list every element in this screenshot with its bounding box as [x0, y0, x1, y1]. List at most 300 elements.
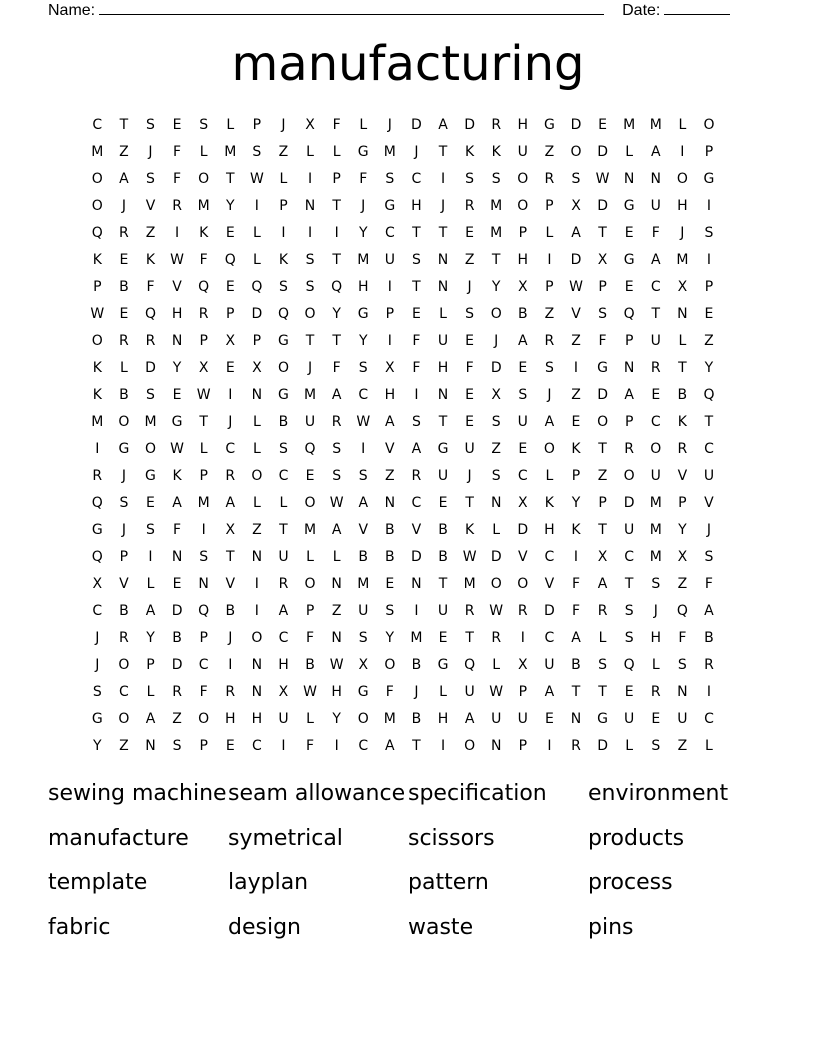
grid-letter: Z	[544, 306, 555, 322]
grid-letter: S	[544, 360, 554, 376]
grid-letter: L	[146, 576, 155, 592]
grid-letter: R	[677, 441, 688, 457]
grid-letter: A	[119, 171, 129, 187]
grid-letter: O	[198, 171, 210, 187]
grid-letter: F	[571, 603, 581, 619]
grid-letter: I	[175, 225, 180, 241]
grid-letter: P	[704, 279, 714, 295]
grid-letter: E	[465, 333, 475, 349]
grid-letter: Z	[331, 603, 342, 619]
grid-letter: O	[597, 414, 609, 430]
grid-letter: O	[517, 171, 529, 187]
grid-letter: R	[544, 333, 555, 349]
grid-letter: N	[331, 576, 342, 592]
grid-letter: F	[704, 576, 713, 592]
word-list-item: fabric	[48, 915, 111, 941]
grid-letter: L	[252, 495, 261, 511]
grid-letter: S	[332, 441, 342, 457]
grid-letter: N	[490, 495, 502, 511]
grid-letter: F	[412, 360, 421, 376]
grid-letter: U	[650, 468, 661, 484]
grid-letter: D	[544, 603, 555, 619]
grid-letter: E	[598, 117, 607, 133]
grid-letter: L	[279, 495, 288, 511]
grid-letter: Q	[224, 252, 236, 268]
grid-letter: R	[198, 306, 209, 322]
grid-letter: F	[199, 252, 208, 268]
grid-letter: U	[544, 657, 555, 673]
grid-letter: A	[438, 117, 448, 133]
grid-letter: M	[357, 252, 370, 268]
grid-letter: N	[490, 738, 502, 754]
grid-letter: C	[119, 684, 129, 700]
grid-letter: P	[545, 279, 554, 295]
grid-letter: C	[278, 630, 289, 646]
grid-letter: D	[490, 360, 502, 376]
grid-letter: R	[92, 468, 103, 484]
grid-letter: C	[411, 171, 422, 187]
grid-letter: T	[332, 333, 341, 349]
grid-letter: O	[650, 441, 662, 457]
grid-letter: C	[517, 468, 528, 484]
grid-letter: T	[412, 738, 421, 754]
grid-letter: R	[278, 576, 289, 592]
grid-letter: B	[704, 630, 714, 646]
grid-letter: R	[624, 441, 635, 457]
grid-letter: B	[172, 630, 182, 646]
grid-letter: A	[518, 333, 528, 349]
grid-letter: T	[305, 333, 315, 349]
grid-letter: J	[281, 117, 286, 133]
grid-letter: N	[623, 360, 635, 376]
grid-letter: S	[624, 630, 634, 646]
grid-letter: I	[148, 549, 153, 565]
grid-letter: B	[517, 306, 528, 322]
grid-letter: S	[279, 441, 288, 457]
grid-letter: U	[677, 711, 688, 727]
grid-letter: B	[278, 414, 289, 430]
grid-letter: C	[384, 225, 395, 241]
grid-letter: E	[624, 684, 634, 700]
word-list-item: products	[588, 825, 685, 851]
word-list-item: template	[48, 870, 148, 896]
grid-letter: U	[437, 603, 449, 619]
grid-letter: O	[118, 414, 130, 430]
grid-letter: Z	[677, 576, 688, 592]
grid-letter: X	[225, 333, 236, 349]
grid-letter: S	[199, 117, 209, 133]
grid-letter: P	[199, 333, 208, 349]
grid-letter: I	[281, 738, 286, 754]
grid-letter: G	[91, 711, 103, 727]
grid-letter: S	[571, 171, 581, 187]
grid-letter: L	[439, 306, 447, 322]
grid-letter: O	[277, 360, 289, 376]
grid-letter: G	[91, 522, 103, 538]
grid-letter: S	[491, 171, 501, 187]
grid-letter: D	[570, 117, 582, 133]
date-blank-line[interactable]	[664, 0, 730, 15]
grid-letter: O	[517, 576, 529, 592]
word-list-item: seam allowance	[228, 781, 406, 806]
grid-letter: L	[332, 144, 341, 160]
grid-letter: L	[598, 630, 607, 646]
grid-letter: J	[494, 333, 499, 349]
grid-letter: T	[438, 144, 448, 160]
grid-letter: Z	[119, 144, 129, 160]
grid-letter: I	[706, 198, 712, 214]
grid-letter: J	[414, 684, 419, 700]
grid-letter: W	[303, 684, 317, 700]
grid-letter: Q	[331, 279, 343, 295]
grid-letter: E	[624, 279, 634, 295]
grid-letter: I	[254, 576, 259, 592]
grid-letter: X	[677, 549, 688, 565]
grid-letter: D	[490, 549, 502, 565]
grid-letter: W	[249, 171, 264, 187]
grid-letter: H	[171, 306, 183, 322]
grid-letter: G	[437, 657, 449, 673]
grid-letter: B	[385, 549, 395, 565]
grid-letter: L	[306, 549, 314, 565]
grid-letter: R	[544, 171, 555, 187]
grid-letter: Q	[91, 495, 103, 511]
grid-letter: A	[624, 387, 634, 403]
grid-letter: L	[306, 144, 314, 160]
grid-letter: Q	[277, 306, 289, 322]
grid-letter: O	[676, 171, 688, 187]
grid-letter: N	[198, 576, 209, 592]
grid-letter: I	[547, 252, 552, 268]
grid-letter: Y	[491, 279, 501, 295]
grid-letter: G	[357, 144, 369, 160]
grid-letter: E	[385, 576, 395, 592]
grid-letter: V	[172, 279, 182, 295]
word-list-item: waste	[408, 915, 474, 941]
grid-letter: I	[334, 225, 339, 241]
grid-letter: O	[91, 171, 103, 187]
grid-letter: J	[121, 468, 126, 484]
grid-letter: O	[91, 333, 103, 349]
grid-letter: J	[680, 225, 685, 241]
grid-letter: G	[597, 711, 608, 727]
grid-letter: C	[251, 738, 262, 754]
grid-letter: L	[332, 549, 341, 565]
grid-letter: K	[677, 414, 687, 430]
grid-letter: C	[650, 279, 661, 295]
date-label: Date:	[622, 2, 661, 19]
grid-letter: A	[385, 414, 395, 430]
grid-letter: R	[597, 603, 608, 619]
grid-letter: E	[225, 360, 235, 376]
grid-letter: O	[384, 657, 396, 673]
grid-letter: S	[146, 522, 155, 538]
grid-letter: F	[465, 360, 474, 376]
grid-letter: T	[412, 279, 421, 295]
grid-letter: U	[624, 711, 635, 727]
grid-letter: W	[196, 387, 211, 403]
grid-letter: D	[597, 738, 608, 754]
grid-letter: P	[332, 171, 341, 187]
grid-letter: P	[385, 306, 395, 322]
grid-letter: O	[118, 657, 130, 673]
grid-letter: O	[543, 441, 555, 457]
grid-letter: S	[385, 603, 395, 619]
grid-letter: O	[517, 198, 529, 214]
grid-letter: Y	[385, 630, 395, 646]
grid-letter: E	[571, 414, 581, 430]
grid-letter: K	[278, 252, 289, 268]
grid-letter: W	[489, 684, 504, 700]
grid-letter: C	[704, 441, 714, 457]
grid-letter: P	[598, 279, 607, 295]
grid-letter: M	[224, 144, 237, 160]
grid-letter: E	[704, 306, 714, 322]
grid-letter: G	[597, 360, 608, 376]
grid-letter: E	[172, 576, 182, 592]
grid-letter: N	[437, 387, 449, 403]
grid-letter: A	[411, 441, 422, 457]
grid-letter: M	[410, 630, 423, 646]
grid-letter: P	[226, 306, 235, 322]
grid-letter: M	[490, 198, 503, 214]
grid-letter: I	[706, 252, 712, 268]
grid-letter: S	[146, 117, 155, 133]
grid-letter: A	[650, 252, 661, 268]
grid-letter: C	[358, 387, 369, 403]
grid-letter: B	[119, 279, 129, 295]
grid-letter: K	[172, 468, 182, 484]
grid-letter: Y	[704, 360, 714, 376]
grid-letter: E	[225, 738, 235, 754]
grid-letter: O	[623, 468, 635, 484]
grid-letter: P	[199, 468, 208, 484]
grid-letter: M	[463, 576, 476, 592]
grid-letter: U	[517, 144, 528, 160]
grid-letter: O	[490, 306, 502, 322]
grid-letter: V	[411, 522, 422, 538]
grid-letter: M	[357, 576, 370, 592]
grid-letter: B	[438, 549, 448, 565]
grid-letter: O	[91, 198, 103, 214]
grid-letter: M	[649, 117, 662, 133]
grid-letter: Y	[146, 630, 155, 646]
grid-letter: L	[625, 144, 634, 160]
grid-letter: M	[649, 549, 662, 565]
grid-letter: U	[703, 468, 715, 484]
grid-letter: I	[307, 225, 313, 241]
grid-letter: A	[571, 225, 581, 241]
grid-letter: V	[145, 198, 156, 214]
grid-letter: D	[597, 198, 608, 214]
grid-letter: Z	[145, 225, 156, 241]
name-blank-line[interactable]	[99, 0, 604, 15]
grid-letter: B	[438, 522, 448, 538]
grid-letter: M	[304, 387, 317, 403]
grid-letter: I	[228, 387, 233, 403]
grid-letter: D	[171, 603, 183, 619]
grid-letter: T	[199, 414, 208, 430]
grid-letter: Z	[571, 387, 581, 403]
grid-letter: B	[358, 549, 369, 565]
grid-letter: A	[544, 414, 555, 430]
grid-letter: I	[440, 171, 446, 187]
grid-letter: Q	[198, 279, 210, 295]
grid-letter: E	[119, 306, 129, 322]
grid-letter: S	[411, 252, 421, 268]
grid-letter: G	[703, 171, 715, 187]
grid-letter: G	[384, 198, 396, 214]
grid-letter: O	[251, 468, 263, 484]
grid-letter: R	[464, 198, 475, 214]
grid-letter: Z	[677, 738, 688, 754]
grid-letter: C	[225, 441, 236, 457]
grid-letter: T	[438, 576, 448, 592]
grid-letter: D	[251, 306, 263, 322]
grid-letter: X	[597, 549, 608, 565]
grid-letter: T	[465, 495, 474, 511]
grid-letter: B	[385, 522, 395, 538]
grid-letter: B	[119, 603, 129, 619]
grid-letter: O	[144, 441, 156, 457]
grid-letter: E	[651, 711, 661, 727]
word-list-item: sewing machine	[48, 781, 227, 806]
grid-letter: R	[491, 117, 502, 133]
grid-letter: O	[251, 630, 263, 646]
grid-letter: E	[624, 225, 634, 241]
grid-letter: U	[278, 711, 289, 727]
grid-letter: J	[95, 630, 100, 646]
name-label: Name:	[48, 2, 96, 19]
grid-letter: U	[464, 441, 475, 457]
grid-letter: F	[173, 144, 182, 160]
grid-letter: Q	[304, 441, 316, 457]
grid-letter: Q	[676, 603, 688, 619]
grid-letter: W	[356, 414, 371, 430]
grid-letter: T	[225, 171, 235, 187]
grid-letter: A	[331, 522, 342, 538]
grid-letter: N	[437, 252, 449, 268]
grid-letter: M	[623, 117, 636, 133]
grid-letter: X	[571, 198, 581, 214]
grid-letter: L	[252, 225, 261, 241]
grid-letter: Y	[358, 225, 368, 241]
grid-letter: D	[464, 117, 475, 133]
grid-letter: J	[467, 279, 472, 295]
grid-letter: I	[254, 198, 259, 214]
grid-letter: U	[437, 468, 449, 484]
grid-letter: L	[492, 522, 501, 538]
grid-letter: C	[704, 711, 714, 727]
grid-letter: N	[251, 549, 263, 565]
grid-letter: A	[278, 603, 289, 619]
grid-letter: W	[595, 171, 610, 187]
grid-letter: S	[704, 225, 714, 241]
grid-letter: Z	[172, 711, 182, 727]
grid-letter: Z	[704, 333, 714, 349]
grid-letter: I	[201, 522, 206, 538]
grid-letter: A	[385, 738, 395, 754]
grid-letter: D	[623, 495, 635, 511]
grid-letter: C	[358, 738, 369, 754]
grid-letter: P	[518, 225, 528, 241]
grid-letter: H	[278, 657, 289, 673]
word-list-item: manufacture	[48, 825, 189, 851]
grid-letter: H	[517, 117, 529, 133]
grid-letter: N	[677, 306, 688, 322]
grid-letter: F	[651, 225, 660, 241]
grid-letter: S	[358, 468, 368, 484]
header-line	[48, 0, 730, 20]
grid-letter: E	[438, 495, 448, 511]
grid-letter: S	[491, 414, 501, 430]
grid-letter: D	[570, 252, 582, 268]
grid-letter: K	[571, 441, 581, 457]
grid-letter: P	[119, 549, 129, 565]
grid-letter: P	[518, 738, 528, 754]
grid-letter: D	[411, 549, 422, 565]
grid-letter: E	[172, 387, 182, 403]
grid-letter: P	[252, 333, 262, 349]
grid-letter: U	[384, 252, 395, 268]
grid-letter: R	[650, 360, 661, 376]
grid-letter: X	[518, 279, 528, 295]
grid-letter: M	[197, 198, 210, 214]
grid-letter: H	[225, 711, 236, 727]
grid-letter: X	[597, 252, 608, 268]
grid-letter: I	[414, 603, 419, 619]
grid-letter: D	[517, 522, 529, 538]
grid-letter: R	[464, 603, 475, 619]
grid-letter: I	[387, 333, 392, 349]
grid-letter: S	[146, 171, 155, 187]
grid-letter: W	[489, 603, 504, 619]
grid-letter: O	[118, 711, 130, 727]
grid-letter: X	[518, 495, 528, 511]
grid-letter: G	[118, 441, 130, 457]
grid-letter: F	[598, 333, 607, 349]
grid-letter: H	[517, 252, 529, 268]
grid-letter: M	[197, 495, 210, 511]
grid-letter: S	[199, 549, 209, 565]
grid-letter: U	[491, 711, 502, 727]
grid-letter: T	[412, 225, 421, 241]
grid-letter: G	[543, 117, 555, 133]
grid-letter: A	[544, 684, 555, 700]
grid-letter: I	[440, 738, 446, 754]
grid-letter: Z	[464, 252, 475, 268]
grid-letter: P	[279, 198, 288, 214]
grid-letter: Q	[198, 603, 210, 619]
grid-letter: O	[198, 711, 210, 727]
grid-letter: E	[465, 387, 475, 403]
word-list-item: environment	[588, 781, 729, 806]
grid-letter: T	[704, 414, 714, 430]
grid-letter: J	[121, 198, 126, 214]
grid-letter: L	[279, 171, 288, 187]
grid-letter: O	[304, 576, 316, 592]
grid-letter: S	[651, 576, 661, 592]
grid-letter: I	[573, 549, 579, 565]
grid-letter: R	[704, 657, 714, 673]
grid-letter: S	[465, 171, 475, 187]
grid-letter: Z	[491, 441, 501, 457]
grid-letter: W	[569, 279, 583, 295]
grid-letter: J	[121, 522, 126, 538]
word-list-item: layplan	[228, 870, 309, 896]
grid-letter: T	[332, 198, 341, 214]
grid-letter: J	[228, 414, 233, 430]
